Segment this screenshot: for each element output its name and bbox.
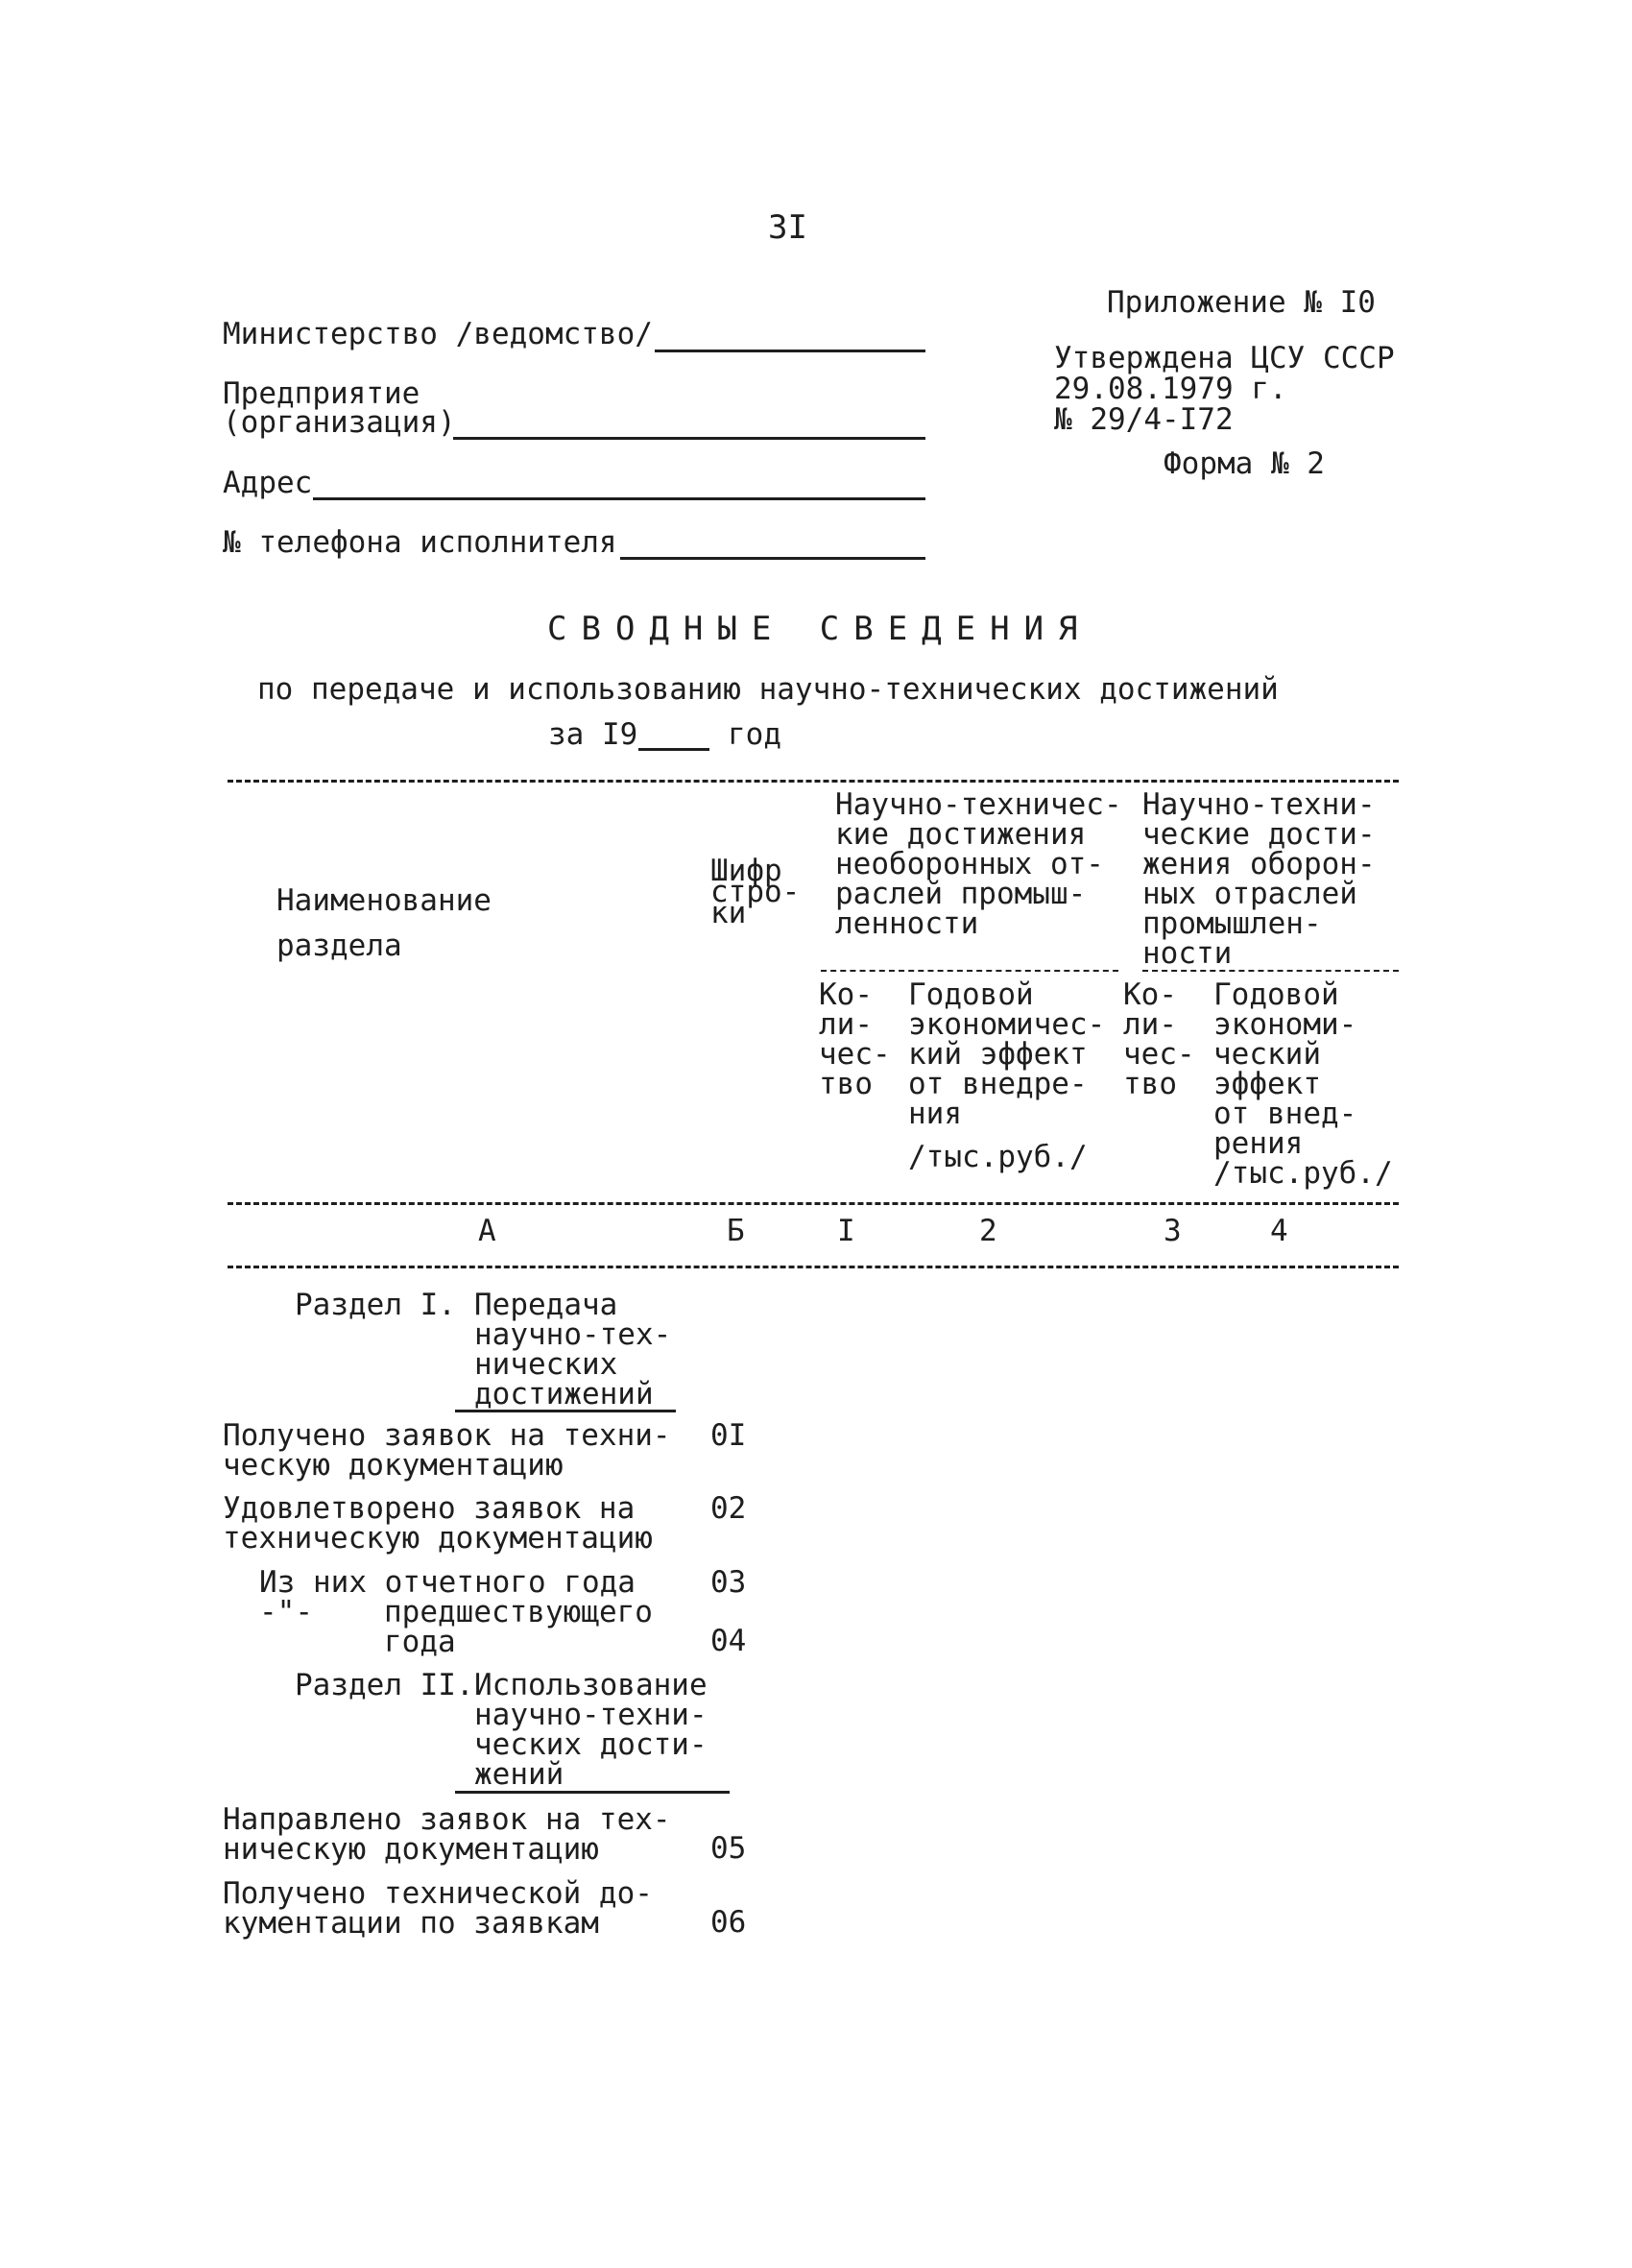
enterprise-label-line2: (организация) [223, 405, 456, 440]
approval-line-2: 29.08.1979 г. [1054, 372, 1287, 406]
column-letter-a: А [478, 1214, 496, 1248]
document-subtitle: по передаче и использованию научно-технических достижений [257, 672, 1279, 707]
section-2-label: Раздел II. [295, 1668, 474, 1702]
row-01-name: Получено заявок на техни- ческую документацию [223, 1418, 671, 1483]
document-title: СВОДНЫЕ СВЕДЕНИЯ [547, 610, 1092, 648]
address-label: Адрес [223, 466, 313, 500]
phone-fill-line[interactable] [620, 557, 925, 560]
header-defense-quantity: Ко- ли- чес- тво [1123, 977, 1195, 1101]
ministry-label: Министерство /ведомство/ [223, 317, 653, 351]
header-defense-effect: Годовой экономи- ческий эффект от внед- рения /тыс.руб./ [1213, 977, 1393, 1191]
section-1-label: Раздел I. [295, 1288, 456, 1322]
row-06-name: Получено технической до- кументации по заявкам [223, 1876, 653, 1941]
section-1-underline [455, 1410, 676, 1412]
page-number: 3I [768, 208, 807, 247]
header-section-name: Наименование раздела [276, 883, 492, 963]
column-letter-2: 2 [979, 1214, 997, 1248]
appendix-label: Приложение № I0 [1107, 285, 1376, 320]
header-bottom-rule [228, 1202, 1399, 1205]
section-1-title: Передача научно-тех- нических достижений [474, 1288, 672, 1411]
header-civil-effect: Годовой экономичес- кий эффект от внедре- ния [908, 977, 1106, 1131]
section-2-title: Использование научно-техни- ческих дости- жений [474, 1668, 708, 1792]
row-05-name: Направлено заявок на тех- ническую документацию [223, 1802, 671, 1867]
subtitle-year-prefix: за I9 [548, 717, 638, 752]
approval-line-3: № 29/4-I72 [1054, 402, 1234, 437]
year-fill-line[interactable] [638, 748, 709, 751]
address-fill-line[interactable] [313, 497, 925, 500]
header-civil-effect-unit: /тыс.руб./ [908, 1140, 1088, 1174]
row-06-code: 06 [710, 1905, 747, 1940]
header-line-code: Шифр стро- ки [710, 854, 801, 930]
row-01-code: 0I [710, 1418, 747, 1453]
approval-line-1: Утверждена ЦСУ СССР [1054, 341, 1395, 375]
ministry-fill-line[interactable] [655, 350, 925, 352]
row-03-name: Из них отчетного года [259, 1565, 636, 1600]
table-top-rule [228, 780, 1399, 783]
enterprise-fill-line[interactable] [453, 437, 925, 440]
column-letter-4: 4 [1270, 1214, 1288, 1248]
row-04-code: 04 [710, 1624, 747, 1658]
phone-label: № телефона исполнителя [223, 525, 617, 560]
column-letter-b: Б [727, 1214, 745, 1248]
civil-group-rule [821, 970, 1118, 972]
row-02-name: Удовлетворено заявок на техническую документацию [223, 1491, 653, 1556]
row-04-name: предшествующего года [384, 1595, 653, 1659]
column-letter-1: I [837, 1214, 855, 1248]
header-civil-group: Научно-техничес- кие достижения необоронных от- раслей промыш- ленности [835, 787, 1122, 941]
row-03-code: 03 [710, 1565, 747, 1600]
letters-bottom-rule [228, 1266, 1399, 1268]
section-2-underline [455, 1791, 730, 1794]
row-05-code: 05 [710, 1831, 747, 1866]
subtitle-year-suffix: год [728, 717, 781, 752]
row-04-ditto: -"- [259, 1595, 313, 1629]
form-number: Форма № 2 [1164, 446, 1325, 481]
row-02-code: 02 [710, 1491, 747, 1526]
column-letter-3: 3 [1164, 1214, 1182, 1248]
header-defense-group: Научно-техни- ческие дости- жения оборон- ных отраслей промышлен- ности [1142, 787, 1376, 971]
enterprise-label-line1: Предприятие [223, 376, 420, 411]
header-civil-quantity: Ко- ли- чес- тво [819, 977, 891, 1101]
